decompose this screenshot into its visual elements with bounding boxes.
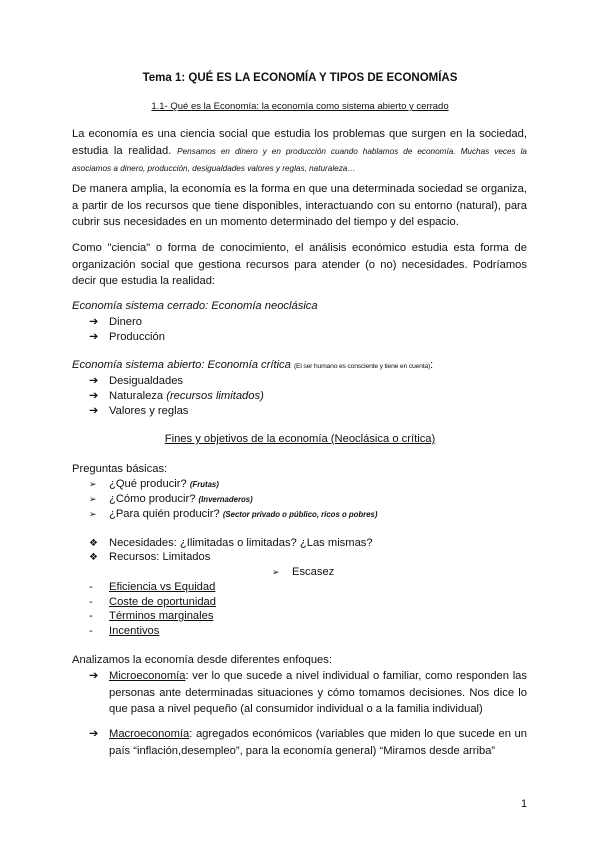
list-item: ➔ Producción (89, 331, 165, 343)
list-item: - Términos marginales (89, 610, 214, 622)
dash-bullet: - (89, 625, 93, 637)
arrow-icon: ➔ (89, 331, 99, 343)
list-item: - Incentivos (89, 625, 160, 637)
diamond-bullet-icon: ❖ (89, 538, 98, 549)
list-item: ➢ ¿Para quién producir? (Sector privado o público, ricos o pobres) (89, 508, 378, 520)
list-item: - Eficiencia vs Equidad (89, 581, 216, 593)
arrow-icon: ➔ (89, 390, 99, 402)
paragraph-definition-text: La economía es una ciencia social que estudia los problemas que surgen en la sociedad, estudia la realidad. (72, 128, 527, 157)
open-system-heading: Economía sistema abierto: Economía crítica (El ser humano es consciente y tiene en cuenta): (72, 359, 434, 371)
arrow-icon: ➔ (89, 375, 99, 387)
section-subtitle (0, 101, 600, 112)
list-item: ➢ ¿Qué producir? (Frutas) (89, 478, 219, 490)
list-item: ➔ Desigualdades (89, 375, 184, 387)
diamond-bullet-icon: ❖ (89, 552, 98, 563)
list-item: ➢ ¿Cómo producir? (Invernaderos) (89, 493, 253, 505)
list-item: ➔ Valores y reglas (89, 405, 189, 417)
enfoques-label: Analizamos la economía desde diferentes enfoques: (72, 654, 332, 666)
arrow-icon: ➔ (89, 316, 99, 328)
page-number: 1 (521, 798, 528, 810)
triangle-arrow-icon: ➢ (89, 494, 97, 504)
list-item: ➔ Dinero (89, 316, 142, 328)
page-title: Tema 1: QUÉ ES LA ECONOMÍA Y TIPOS DE ECONOMÍAS (142, 72, 458, 84)
triangle-arrow-icon: ➢ (272, 567, 280, 577)
open-system-note: (El ser humano es consciente y tiene en cuenta) (293, 363, 431, 370)
preguntas-label: Preguntas básicas: (72, 463, 168, 475)
macro-item (89, 726, 527, 759)
dash-bullet: - (89, 596, 93, 608)
micro-item (89, 668, 527, 718)
arrow-icon: ➔ (89, 670, 99, 682)
list-item-note: (recursos limitados) (166, 390, 264, 402)
list-item: ❖ Necesidades: ¿Ilimitadas o limitadas? ¿Las mismas? (89, 537, 373, 549)
list-item: - Coste de oportunidad (89, 596, 216, 608)
arrow-icon: ➔ (89, 728, 99, 740)
arrow-icon: ➔ (89, 405, 99, 417)
dash-bullet: - (89, 581, 93, 593)
paragraph-broad: De manera amplia, la economía es la forma en que una determinada sociedad se organiza, a partir de los recursos que tiene disponibles, interactuando con su entorno (natural), para cubrir sus necesidades en un momento determinado del tiempo y del espacio. (72, 183, 527, 228)
section-subtitle-text: 1.1- Qué es la Economía: la economía como sistema abierto y cerrado (151, 101, 449, 112)
micro-text: Microeconomía: ver lo que sucede a nivel individual o familiar, como responden las personas ante determinadas situaciones y cómo tomamos decisiones. Nos dice lo que pasa a nivel pequeño (al consumidor individual o a la familia individual) (109, 670, 527, 715)
triangle-arrow-icon: ➢ (89, 479, 97, 489)
escasez-label: ➢ Escasez (272, 566, 335, 578)
paragraph-science: Como "ciencia" o forma de conocimiento, el análisis económico estudia esta forma de organización social que gestiona recursos para atender (o no) necesidades. Podríamos decir que estudia la realidad: (72, 242, 527, 287)
paragraph-definition-note: Pensamos en dinero y en producción cuando hablamos de economía. Muchas veces la asociamos a dinero, producción, desigualdades valores y reglas, naturaleza… (72, 146, 527, 173)
macro-text: Macroeconomía: agregados económicos (variables que miden lo que sucede en un país “inflación,desempleo”, para la economía general) “Miramos desde arriba” (109, 728, 527, 757)
list-item: ❖ Recursos: Limitados (89, 551, 211, 563)
paragraph-definition (72, 126, 527, 178)
triangle-arrow-icon: ➢ (89, 509, 97, 519)
closed-system-heading: Economía sistema cerrado: Economía neoclásica (72, 300, 318, 312)
list-item: ➔ Naturaleza (recursos limitados) (89, 390, 264, 402)
dash-bullet: - (89, 610, 93, 622)
fines-heading: Fines y objetivos de la economía (Neoclásica o crítica) (164, 433, 436, 445)
